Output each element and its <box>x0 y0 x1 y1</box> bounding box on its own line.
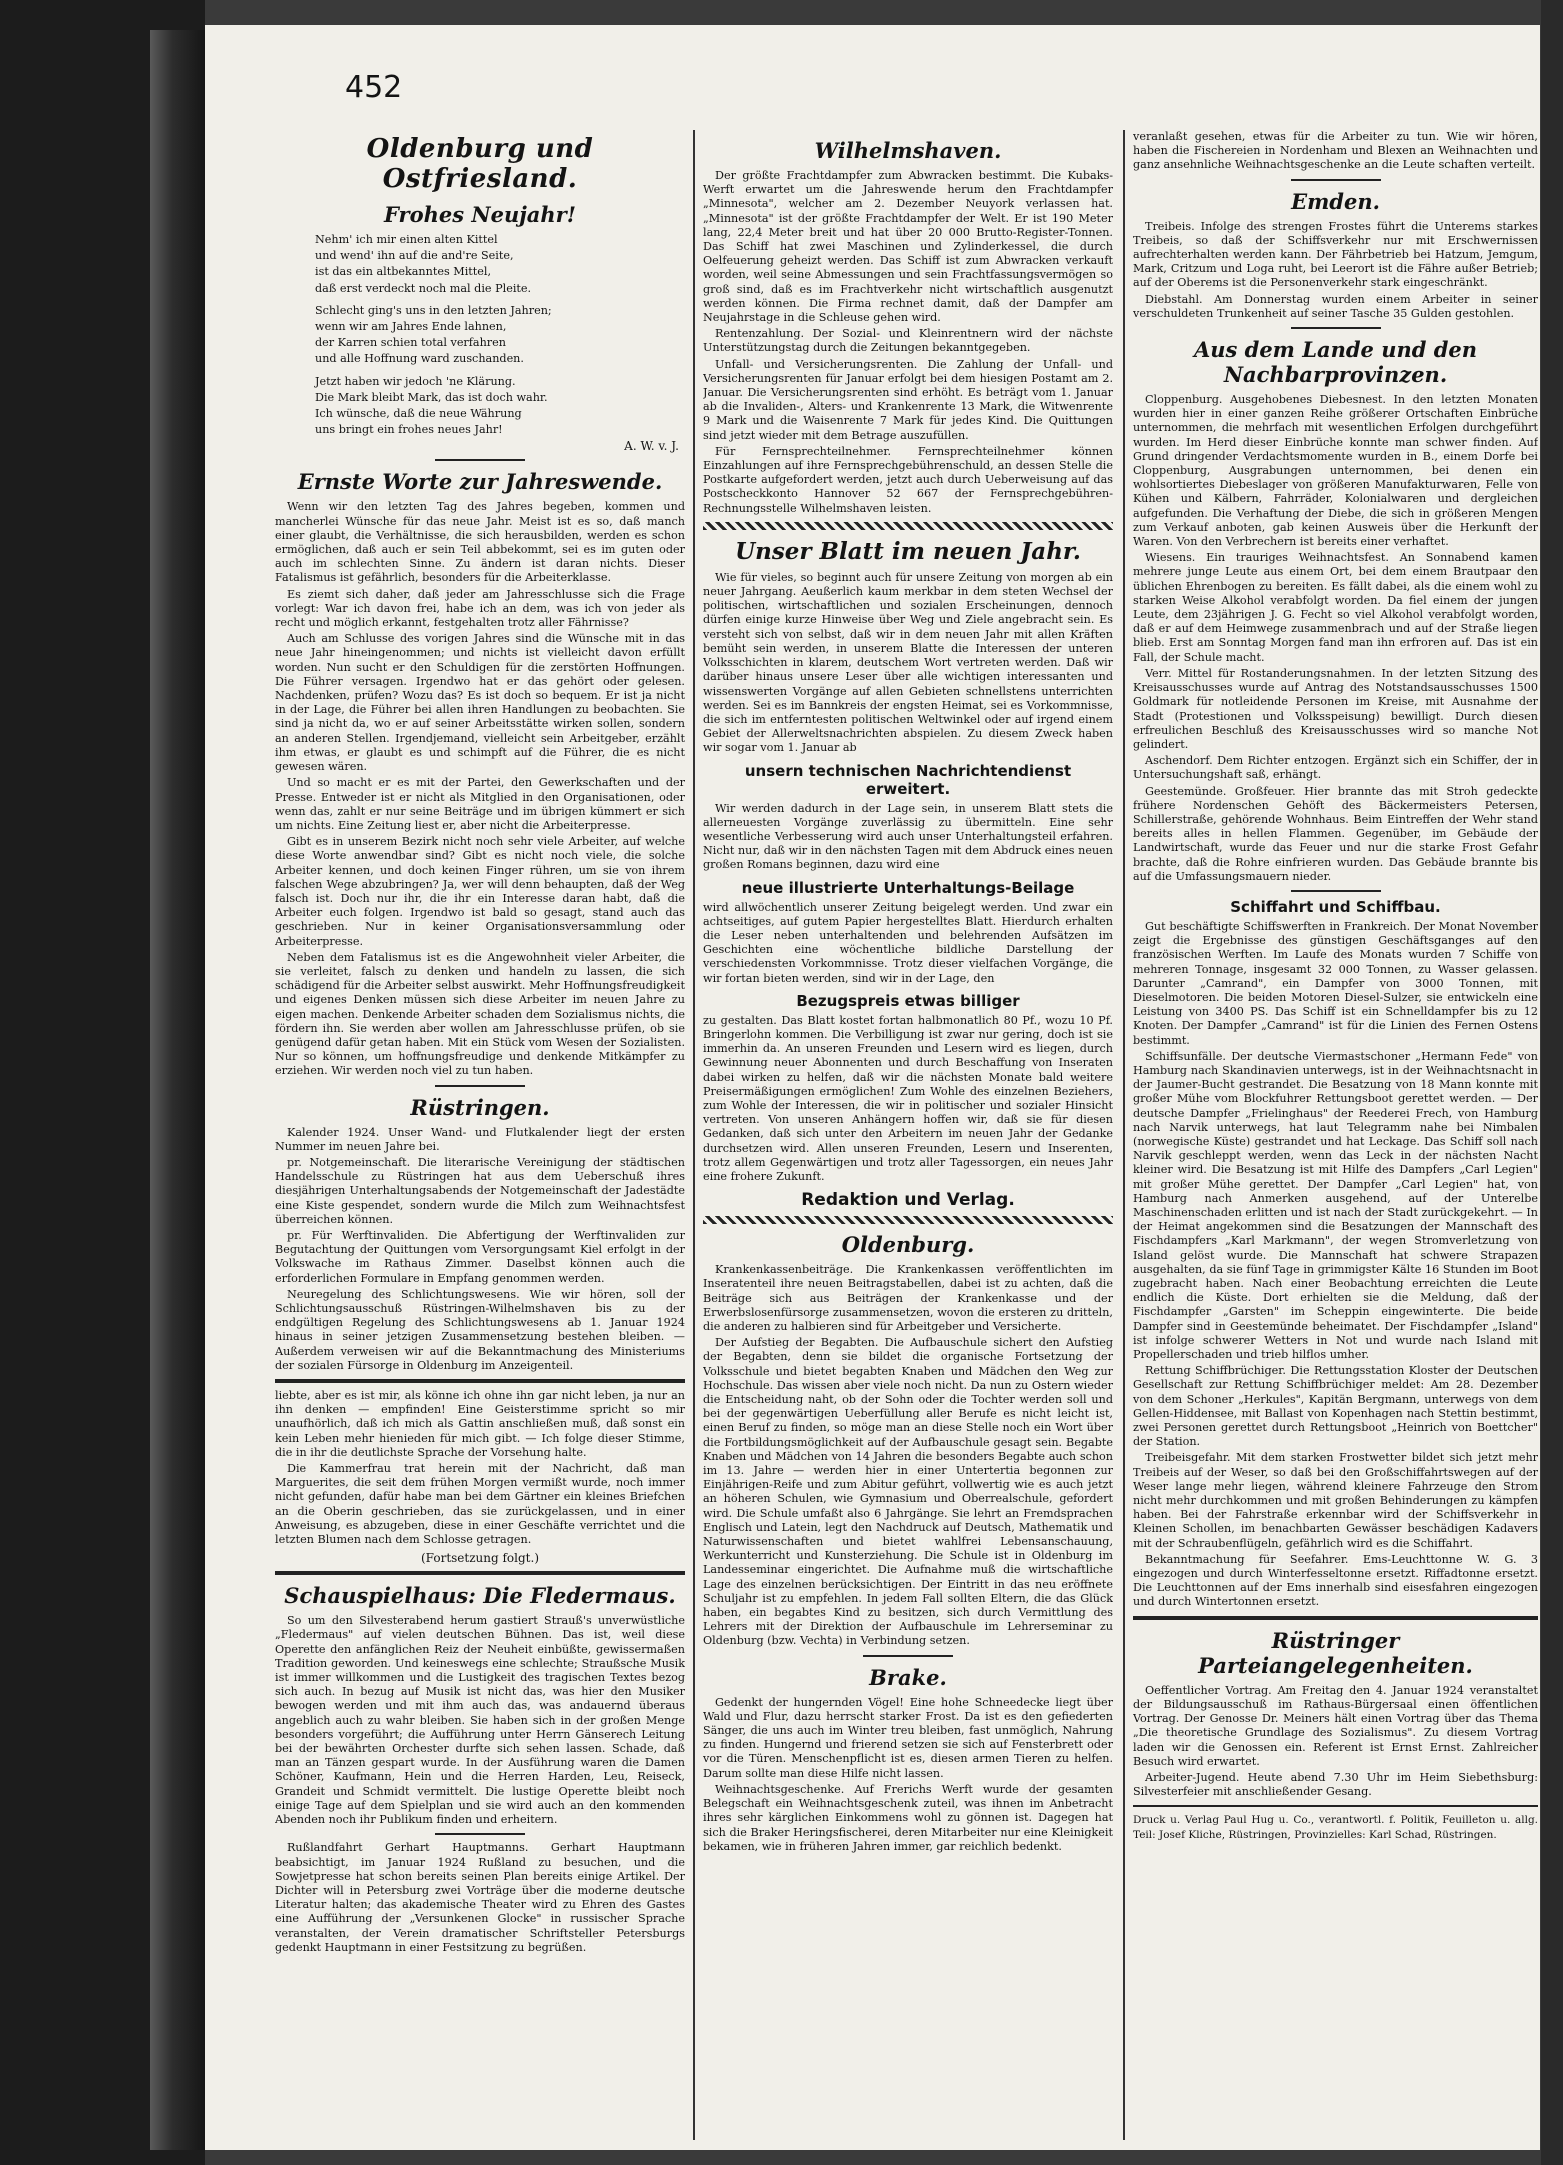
paragraph: Verr. Mittel für Rostanderungsnahmen. In der letzten Sitzung des Kreisausschusses wurde auf Antrag des Notstandsausschusses 1500 Goldmark für notleidende Personen im Kreise, mit Ausnahme der Stadt (Protestionen und Volksspeisung) bewilligt. Durch diesen erfreulichen Beschluß des Kreisausschusses wird so manche Not gelindert. <box>1133 666 1538 751</box>
divider <box>1133 1616 1538 1620</box>
paragraph: Bekanntmachung für Seefahrer. Ems-Leuchttonne W. G. 3 eingezogen und durch Winterfesseltonne ersetzt. Riffadtonne ersetzt. Die Leuchttonnen auf der Ems innerhalb sind eisesfahren eingezogen und durch Wintertonnen ersetzt. <box>1133 1552 1538 1609</box>
paragraph: Schiffsunfälle. Der deutsche Viermastschoner „Hermann Fede" von Hamburg nach Skandinavien unterwegs, ist in der Weihnachtsnacht in der Jaumer-Bucht gestrandet. Die Besatzung von 18 Mann konnte mit großer Mühe vom Blockfuhrer Rettungsboot gerettet werden. — Der deutsche Dampfer „Frielinghaus" der Reederei Frech, von Hamburg nach Narvik unterwegs, hat laut Telegramm nahe bei Nimbalen (norwegische Küste) gestrandet und hat Leckage. Das Schiff soll nach Narvik geschleppt werden, wenn das Leck in der nächsten Nacht kleiner wird. Die Besatzung ist mit Hilfe des Dampfers „Carl Legien" mit großer Mühe gerettet. Der Dampfer „Carl Legien" hat, von Hamburg nach Anmerken ausgehend, auf der Unterelbe Maschinenschaden erlitten und ist nach der Stadt zurückgekehrt. — In der Heimat angekommen sind die Besatzungen der Mannschaft des Fischdampfers „Karl Markmann", der wegen Stromverletzung von Island gelöst wurde. Die Mannschaft hat schwere Strapazen ausgehalten, da sie fünf Tage in grimmigster Kälte 16 Stunden im Boot zugebracht haben. Nach einer Beobachtung erreichten die Leute endlich die Küste. Dort erhielten sie die Meldung, daß der Fischdampfer „Garsten" im Scheppin eingewinterte. Die beide Dampfer sind in Geestemünde beheimatet. Der Fischdampfer „Island" ist infolge schwerer Wetters in Not und wurde nach Island mit Propellerschaden und trieb hilflos umher. <box>1133 1049 1538 1362</box>
article-title: Aus dem Lande und den Nachbarprovinzen. <box>1193 337 1478 388</box>
paragraph: Unfall- und Versicherungsrenten. Die Zahlung der Unfall- und Versicherungsrenten für Januar erfolgt bei dem hiesigen Postamt am 2. Januar. Die Versicherungsrenten sind erhöht. Es beträgt vom 1. Januar ab die Invaliden-, Alters- und Krankenrente 13 Mark, die Witwenrente 9 Mark und die Waisenrente 7 Mark für jedes Kind. Die Quittungen sind jetzt wieder mit dem Betrage auszufüllen. <box>703 357 1113 442</box>
paragraph: Rußlandfahrt Gerhart Hauptmanns. Gerhart Hauptmann beabsichtigt, im Januar 1924 Rußland zu besuchen, und die Sowjetpresse hat schon bereits seinen Plan bereits einige Artikel. Der Dichter will in Petersburg zwei Vorträge über die moderne deutsche Literatur halten; das akademische Theater wird zu Ehren des Gastes eine Aufführung der „Versunkenen Glocke" in russischer Sprache veranstalten, der Verein dramatischer Schriftsteller Petersburgs gedenkt Hauptmann in einer Festsitzung zu begrüßen. <box>275 1841 685 1954</box>
ornament-rule <box>703 522 1113 530</box>
column-rule <box>1123 130 1125 2140</box>
divider <box>275 1571 685 1575</box>
paragraph: Arbeiter-Jugend. Heute abend 7.30 Uhr im Heim Siebethsburg: Silvesterfeier mit anschließender Gesang. <box>1133 1770 1538 1799</box>
paragraph: Wiesens. Ein trauriges Weihnachtsfest. An Sonnabend kamen mehrere junge Leute aus einem Ort, bei dem einem Brautpaar den üblichen Ehrenbogen zu bereiten. Es fällt dabei, als die einem wohl zu starken Weise Alkohol verabfolgt worden. Da fiel einem der jungen Leute, dem 23jährigen J. G. Fecht so viel Alkohol verabfolgt worden, daß er auf dem Heimwege zusammenbrach und auf der Straße liegen blieb. Erst am Sonntag Morgen fand man ihn erfroren auf. Das ist ein Fall, der Schule macht. <box>1133 551 1538 664</box>
divider <box>1133 1805 1538 1807</box>
poem-line: ist das ein altbekanntes Mittel, <box>315 265 492 279</box>
article-title: Oldenburg. <box>841 1232 975 1258</box>
paragraph: Neben dem Fatalismus ist es die Angewohnheit vieler Arbeiter, die sie verleitet, falsch zu denken und handeln zu lassen, die sich schädigend für die Arbeiter selbst auswirkt. Mehr Hoffnungsfreudigkeit und eigenes Denken müssen sich diese Arbeiter im neuen Jahre zu eigen machen. Denkende Arbeiter schaden dem Sozialismus nichts, die fördern ihn. Sie werden aber wollen am Jahresschlusse prüfen, ob sie genügend dafür getan haben. Mit ein Stück vom Wesen der Sozialisten. Nur so können, um hoffnungsfreudige und denkende Mitkämpfer zu erziehen. Wir werden noch viel zu tun haben. <box>275 950 685 1078</box>
continuation-note: (Fortsetzung folgt.) <box>421 1551 539 1566</box>
paragraph: Es ziemt sich daher, daß jeder am Jahresschlusse sich die Frage vorlegt: War ich davon frei, habe ich an dem, was ich von jeder als recht und möglich erkannt, festgehalten trotz aller Fährnisse? <box>275 587 685 630</box>
paragraph: Oeffentlicher Vortrag. Am Freitag den 4. Januar 1924 veranstaltet der Bildungsausschuß im Rathaus-Bürgersaal einen öffentlichen Vortrag. Der Genosse Dr. Meiners hält einen Vortrag über das Thema „Die theoretische Grundlage des Sozialismus". Zu diesem Vortrag laden wir die Genossen ein. Referent ist Ernst Ernst. Zahlreicher Besuch wird erwartet. <box>1133 1683 1538 1768</box>
column-rule <box>693 130 695 2140</box>
poem-line: Die Mark bleibt Mark, das ist doch wahr. <box>315 390 548 404</box>
divider <box>1291 890 1381 892</box>
poem-line: Ich wünsche, daß die neue Währung <box>315 407 522 421</box>
paragraph: Rentenzahlung. Der Sozial- und Kleinrentnern wird der nächste Unterstützungstag durch die Zeitungen bekanntgegeben. <box>703 327 1113 355</box>
paragraph: Auch am Schlusse des vorigen Jahres sind die Wünsche mit in das neue Jahr hineingenommen; und nichts ist vielleicht davon erfüllt worden. Nun sucht er den Schuldigen für die zerstörten Hoffnungen. Die Führer versagen. Irgendwo hat er das gehört oder gelesen. Nachdenken, prüfen? Wozu das? Es ist doch so bequem. Er ist ja nicht in der Lage, die Führer bei allen ihren Handlungen zu beobachten. Sie sind ja nicht da, wo er auf seiner Arbeitsstätte wirken sollen, sondern an anderen Stellen. Irgendjemand, vielleicht sein Arbeitgeber, erzählt ihm etwas, er glaubt es und schimpft auf die Führer, die es nicht gewesen wären. <box>275 632 685 774</box>
paragraph: So um den Silvesterabend herum gastiert Strauß's unverwüstliche „Fledermaus" auf vielen deutschen Bühnen. Das ist, weil diese Operette den anfänglichen Reiz der Neuheit einbüßte, gewissermaßen Tradition geworden. Und keineswegs eine schlechte; Straußsche Musik ist immer willkommen und die Lustigkeit des tragischen Textes bezog sich auch. In bezug auf Musik ist nicht das, was hier den Musiker bewogen werden und mit ihm auch das, was andauernd überaus angeblich auch zu wahr bleiben. Sie haben sich in der großen Menge besonders vorgeführt; die Aufführung unter Herrn Gänserech Leitung bei der bewährten Orchester durfte sich sehen lassen. Schade, daß man an Tänzen gespart wurde. In der Ausführung waren die Damen Schöner, Kaufmann, Hein und die Herren Harden, Leu, Reiseck, Grandeit und Schmidt vermittelt. Die lustige Operette bleibt noch einige Tage auf dem Spielplan und sie wird auch an den kommenden Abenden noch ihr Publikum finden und erheitern. <box>275 1614 685 1827</box>
article-title: Brake. <box>869 1664 947 1690</box>
paragraph: Wenn wir den letzten Tag des Jahres begeben, kommen und mancherlei Wünsche für das neue Jahr. Meist ist es so, daß manch einer glaubt, die Verhältnisse, die sich herausbilden, werden es schon ermöglichen, daß auch er sein Teil abbekommt, sei es im guten oder auch im schlechten Sinne. Zu ändern ist daran nichts. Dieser Fatalismus ist gefährlich, besonders für die Arbeiterklasse. <box>275 500 685 585</box>
paragraph: wird allwöchentlich unserer Zeitung beigelegt werden. Und zwar ein achtseitiges, auf gutem Papier hergestelltes Blatt. Hierdurch erhalten die Leser neben unterhaltenden und belehrenden Aufsätzen im Geschichten eine wöchentliche bildliche Darstellung der verschiedensten Vorkommnisse. Trotz dieser vielfachen Vorgänge, die wir fortan bieten werden, sind wir in der Lage, den <box>703 900 1113 985</box>
article-title: Unser Blatt im neuen Jahr. <box>735 537 1081 565</box>
paragraph: zu gestalten. Das Blatt kostet fortan halbmonatlich 80 Pf., wozu 10 Pf. Bringerlohn kommen. Die Verbilligung ist zwar nur gering, doch ist sie immerhin da. An unseren Freunden und Lesern wird es liegen, durch Gewinnung neuer Abonnenten und durch Beschaffung von Inseraten dabei wirken zu helfen, daß wir die nächsten Monate bald weitere Preisermäßigungen ermöglichen! Zum Wohle des einzelnen Beziehers, zum Wohle der Interessen, die wir in politischer und sozialer Hinsicht vertreten. Von unseren Anhängern hoffen wir, daß sie für diesen Gedanken, daß sich unter den Arbeitern im neuen Jahr der Gedanke durchsetzen wird. Allen unseren Freunden, Lesern und Inserenten, trotz allem Gegenwärtigen und trotz aller Tagessorgen, ein neues Jahr eine frohere Zukunft. <box>703 1013 1113 1183</box>
paragraph: Und so macht er es mit der Partei, den Gewerkschaften und der Presse. Entweder ist er nicht als Mitglied in den Organisationen, oder wenn das, zahlt er nur seine Beiträge und im übrigen kümmert er sich um nichts. Eine Zeitung liest er, aber nicht die Arbeiterpresse. <box>275 776 685 832</box>
paragraph: Die Kammerfrau trat herein mit der Nachricht, daß man Marguerites, die seit dem frühen Morgen vermißt wurde, noch immer nicht gefunden, dafür habe man bei dem Gärtner ein kleines Briefchen an die Oberin geschrieben, das sie zurückgelassen, und in einer Anweisung, es abzugeben, diese in einer Geschäfte verrichtet und die letzten Blumen nach dem Schlosse getragen. <box>275 1462 685 1547</box>
article-title: Wilhelmshaven. <box>814 138 1002 163</box>
poem-line: und alle Hoffnung ward zuschanden. <box>315 352 524 366</box>
subheading: unsern technischen Nachrichtendienst erweitert. <box>744 761 1072 798</box>
paragraph: liebte, aber es ist mir, als könne ich ohne ihn gar nicht leben, ja nur an ihn denken — empfinden! Eine Geisterstimme spricht so mir unaufhörlich, daß ich mich als Gattin anschließen muß, daß sonst ein kein Leben mehr hienieden für mich gibt. — Ich folge dieser Stimme, die in ihr die deutlichste Sprache der Vorsehung halte. <box>275 1389 685 1459</box>
article-title: Rüstringen. <box>410 1094 550 1120</box>
paragraph: Der Aufstieg der Begabten. Die Aufbauschule sichert den Aufstieg der Begabten, denn sie bildet die organische Fortsetzung der Volksschule und bietet begabten Knaben und Mädchen den Weg zur Hochschule. Das wissen aber viele noch nicht. Da nun zu Ostern wieder die Entscheidung naht, ob der Sohn oder die Tochter werden soll und bei der gegenwärtigen Ueberfüllung aller Berufe es nicht leicht ist, einen Beruf zu finden, so möge man an diese Stelle noch ein Wort über die Fortbildungsmöglichkeit auf der Aufbauschule gesagt sein. Begabte Knaben und Mädchen von 14 Jahren die besonders Begabte auch schon im 13. Jahre — werden hier in einer Untertertia begonnen zur Einjährigen-Reife und zum Abitur geführt, vollwertig wie es auch jetzt an höheren Schulen, wie Gymnasium und Oberrealschule, gefordert wird. Die Schule umfaßt also 6 Jahrgänge. Sie lehrt an Fremdsprachen Englisch und Latein, legt den Nachdruck auf Deutsch, Mathematik und Naturwissenschaften und bietet wahlfrei Lebensanschauung, Werkunterricht und Kunsterziehung. Die Schule ist in Oldenburg im Landesseminar eingerichtet. Die Aufnahme muß die wirtschaftliche Lage des einzelnen berücksichtigen. Der Eintritt in das neu eröffnete Schuljahr ist zu empfehlen. In jedem Fall sollten Eltern, die das Glück haben, ein begabtes Kind zu besitzen, sich durch Vermittlung des Lehrers mit der Direktion der Aufbauschule im Lehrerseminar zu Oldenburg (bzw. Vechta) in Verbindung setzen. <box>703 1336 1113 1648</box>
poem-line: uns bringt ein frohes neues Jahr! <box>315 423 503 437</box>
paragraph: Treibeis. Infolge des strengen Frostes führt die Unterems starkes Treibeis, so daß der Schiffsverkehr nur mit Erschwernissen aufrechterhalten werden kann. Der Fährbetrieb bei Hatzum, Jemgum, Mark, Critzum und Loga ruht, bei Leerort ist die Fähre außer Betrieb; auf der Oberems ist die Personenverkehr stark eingeschränkt. <box>1133 219 1538 290</box>
column-1 <box>275 130 685 1957</box>
section-title: Oldenburg und Ostfriesland. <box>366 134 594 194</box>
page-number: 452 <box>345 70 403 105</box>
paragraph: Rettung Schiffbrüchiger. Die Rettungsstation Kloster der Deutschen Gesellschaft zur Rettung Schiffbrüchiger meldet: Am 28. Dezember von dem Schoner „Herkules", Kapitän Bergmann, unterwegs von dem Gellen-Hiddensee, mit Ballast von Kopenhagen nach Stettin bestimmt, zwei Personen gerettet durch Rettungsboot „Heinrich von Boettcher" der Station. <box>1133 1364 1538 1449</box>
poem-line: Nehm' ich mir einen alten Kittel <box>315 233 498 246</box>
divider <box>1291 179 1381 181</box>
paragraph: Für Fernsprechteilnehmer. Fernsprechteilnehmer können Einzahlungen auf ihre Fernsprechgebührenschuld, an dessen Stelle die Postkarte aufgefordert werden, jetzt auch durch Ueberweisung auf das Postscheckkonto Hannover 52 667 der Fernsprechgebühren-Rechnungsstelle Wilhelmshaven leisten. <box>703 444 1113 515</box>
article-title: Schauspielhaus: Die Fledermaus. <box>284 1583 676 1609</box>
article-title: Ernste Worte zur Jahreswende. <box>297 469 663 495</box>
signature: Redaktion und Verlag. <box>801 1190 1015 1211</box>
paragraph: Gedenkt der hungernden Vögel! Eine hohe Schneedecke liegt über Wald und Flur, dazu herrscht starker Frost. Da ist es den gefiederten Sänger, die uns auch im Winter treu bleiben, fast unmöglich, Nahrung zu finden. Hungernd und frierend setzen sie sich auf Fensterbrett oder vor die Türen. Menschenpflicht ist es, diesen armen Tieren zu helfen. Darum sollte man diese Hilfe nicht lassen. <box>703 1695 1113 1780</box>
poem-line: Jetzt haben wir jedoch 'ne Klärung. <box>315 374 516 388</box>
column-3 <box>1133 130 1538 1844</box>
paragraph: pr. Notgemeinschaft. Die literarische Vereinigung der städtischen Handelsschule zu Rüstringen hat aus dem Ueberschuß ihres diesjährigen Unterhaltungsabends der Notgemeinschaft der Jadestädte eine Kiste gespendet, sondern wurde die Milch zum Weihnachtsfest überreichen können. <box>275 1155 685 1226</box>
paragraph: Wie für vieles, so beginnt auch für unsere Zeitung von morgen ab ein neuer Jahrgang. Aeußerlich kaum merkbar in dem steten Wechsel der politischen, wirtschaftlichen und sozialen Erscheinungen, dennoch dürfen einige kurze Hinweise über Weg und Ziele angebracht sein. Es versteht sich von selbst, daß wir in dem neuen Jahr mit allen Kräften bemüht sein werden, in unserem Blatte die Interessen der unteren Volksschichten in klarem, deutschem Wort vertreten werden. Daß wir darüber hinaus unsere Leser über alle wichtigen interessanten und wissenswerten Vorgänge auf allen Gebieten schnellstens unterrichten werden. Sei es im Bannkreis der engsten Heimat, sei es Vorkommnisse, die sich im entferntesten politischen Weltwinkel oder auf irgend einem Gebiet der Allerweltsnachrichten abspielen. Zu diesem Zweck haben wir sogar vom 1. Januar ab <box>703 570 1113 755</box>
paragraph: veranlaßt gesehen, etwas für die Arbeiter zu tun. Wie wir hören, haben die Fischereien in Nordenham und Blexen an Weihnachten und ganz ansehnliche Weihnachtsgeschenke an die Leute schaften verteilt. <box>1133 130 1538 172</box>
article-title: Schiffahrt und Schiffbau. <box>1230 897 1441 916</box>
paragraph: pr. Für Werftinvaliden. Die Abfertigung der Werftinvaliden zur Begutachtung der Quittungen vom Versorgungsamt Kiel erfolgt in der Volkswache im Rathaus Zimmer. Daselbst können auch die erforderlichen Formulare in Empfang genommen werden. <box>275 1228 685 1285</box>
ornament-rule <box>703 1216 1113 1224</box>
poem-line: und wend' ihn auf die and're Seite, <box>315 249 514 263</box>
article-title: Emden. <box>1291 188 1380 214</box>
paragraph: Neuregelung des Schlichtungswesens. Wie wir hören, soll der Schlichtungsausschuß Rüstringen-Wilhelmshaven bis zu der endgültigen Regelung des Schlichtungswesens ab 1. Januar 1924 hinaus in seiner jetzigen Zusammensetzung bestehen bleiben. — Außerdem verweisen wir auf die Bekanntmachung des Ministeriums der sozialen Fürsorge in Oldenburg im Anzeigenteil. <box>275 1287 685 1372</box>
paragraph: Kalender 1924. Unser Wand- und Flutkalender liegt der ersten Nummer im neuen Jahre bei. <box>275 1125 685 1153</box>
scan-border <box>1541 0 1563 2165</box>
poem-line: der Karren schien total verfahren <box>315 336 506 350</box>
poem-line: Schlecht ging's uns in den letzten Jahren; <box>315 303 552 317</box>
paragraph: Der größte Frachtdampfer zum Abwracken bestimmt. Die Kubaks-Werft erwartet um die Jahreswende herum den Frachtdampfer „Minnesota", welcher am 2. Dezember Neuyork verlassen hat. „Minnesota" ist der größte Frachtdampfer der Welt. Er ist 190 Meter lang, 22,4 Meter breit und hat über 20 000 Brutto-Register-Tonnen. Das Schiff hat zwei Maschinen und Zylinderkessel, die durch Oelfeuerung geheizt werden. Das Schiff ist zum Abwracken verkauft worden, weil seine Abmessungen und sein Frachtfassungsvermögen so groß sind, daß es im Frachtverkehr nicht wirtschaftlich ausgenutzt werden können. Die Firma rechnet damit, daß der Dampfer am Neujahrstage in die Schleuse gehen wird. <box>703 169 1113 325</box>
divider <box>1291 327 1381 329</box>
imprint: Druck u. Verlag Paul Hug u. Co., verantwortl. f. Politik, Feuilleton u. allg. Teil: Josef Kliche, Rüstringen, Provinzielles: Karl Schad, Rüstringen. <box>1133 1814 1538 1841</box>
paragraph: Gut beschäftigte Schiffswerften in Frankreich. Der Monat November zeigt die Ergebnisse des günstigen Geschäftsganges auf den französischen Werften. Im Laufe des Monats wurden 7 Schiffe von mehreren Tonnage, insgesamt 32 000 Tonnen, zu Wasser gelassen. Darunter „Camrand", ein Dampfer von 3000 Tonnen, mit Dieselmotoren. Die beiden Motoren Diesel-Sulzer, sie entwickeln eine Leistung von 3400 PS. Das Schiff ist ein Schnelldampfer bis zu 12 Knoten. Der Dampfer „Camrand" ist für die Linien des Fernen Ostens bestimmt. <box>1133 919 1538 1047</box>
divider <box>435 1085 525 1087</box>
paragraph: Geestemünde. Großfeuer. Hier brannte das mit Stroh gedeckte frühere Nordenschen Gehöft des Bäckermeisters Petersen, Schillerstraße, gehörende Wohnhaus. Beim Eintreffen der Wehr stand bereits alles in hellen Flammen. Gegenüber, im Gebäude der Landwirtschaft, wurde das Feuer und nur die starke Frost Gefahr brachte, daß die Rohre einfrieren wurden. Das Gebäude brannte bis auf die Umfassungsmauern nieder. <box>1133 784 1538 883</box>
subheading: neue illustrierte Unterhaltungs-Beilage <box>741 878 1075 897</box>
poem-line: wenn wir am Jahres Ende lahnen, <box>315 320 507 334</box>
paragraph: Treibeisgefahr. Mit dem starken Frostwetter bildet sich jetzt mehr Treibeis auf der Weser, so daß bei den Großschiffahrtswegen auf der Weser lange mehr liegen, während kleinere Fahrzeuge den Strom nicht mehr durchkommen und mit großen Behinderungen zu kämpfen haben. Bei der Fahrstraße erkennbar wird der Schiffsverkehr in Kleinen Schollen, im benachbarten Gewässer beschädigen Kadavers mit der Schraubenflügeln, gefährlich wird es die Schiffahrt. <box>1133 1451 1538 1550</box>
divider <box>863 1655 953 1657</box>
poem <box>275 233 685 437</box>
paragraph: Wir werden dadurch in der Lage sein, in unserem Blatt stets die allerneuesten Vorgänge zuverlässig zu übermitteln. Eine sehr wesentliche Verbesserung wird auch unser Unterhaltungsteil erfahren. Nicht nur, daß wir in den nächsten Tagen mit dem Abdruck eines neuen großen Romans beginnen, dazu wird eine <box>703 801 1113 872</box>
paragraph: Weihnachtsgeschenke. Auf Frerichs Werft wurde der gesamten Belegschaft ein Weihnachtsgeschenk zuteil, was ihnen im Anbetracht ihres sehr kärglichen Einkommens wohl zu gönnen ist. Dagegen hat sich die Braker Heringsfischerei, deren Mitarbeiter nur eine Kleinigkeit bekamen, wie in früheren Jahren immer, gar reichlich bedenkt. <box>703 1782 1113 1853</box>
column-2 <box>703 130 1113 1856</box>
paragraph: Cloppenburg. Ausgehobenes Diebesnest. In den letzten Monaten wurden hier in einer ganzen Reihe größerer Ortschaften Einbrüche unternommen, die mehrfach mit wesentlichen Erfolgen durchgeführt wurden. Im Herd dieser Einbrüche konnte man schwer finden. Auf Grund dringender Verdachtsmomente wurden in B., einem Dorfe bei Cloppenburg, Ausgrabungen unternommen, bei denen ein wohlsortiertes Diebeslager von größeren Manufakturwaren, Felle von Kühen und Kälbern, Fahrräder, Kolonialwaren und dergleichen aufgefunden. Die Verhaftung der Diebe, die sich in größeren Mengen zum Verkauf anboten, gab keinen Ausweis über die Herkunft der Waren. Von den Verbrechern ist bereits einer verhaftet. <box>1133 393 1538 549</box>
poem-title: Frohes Neujahr! <box>384 202 576 227</box>
divider <box>275 1379 685 1383</box>
divider <box>435 1833 525 1835</box>
article-title: Rüstringer Parteiangelegenheiten. <box>1198 1627 1473 1678</box>
paragraph: Gibt es in unserem Bezirk nicht noch sehr viele Arbeiter, auf welche diese Worte anwendbar sind? Gibt es nicht noch viele, die solche Arbeiter kennen, und doch keinen Finger rühren, um sie von ihrem falschen Wege abzubringen? Ja, wer will denn behaupten, daß der Weg falsch ist. Doch nur ihr, die ihr ein Interesse daran habt, daß die Arbeiter euch folgen. Irgendwo ist bald so gesagt, stand auch das geschrieben. Nur in keiner Organisationsversammlung oder Arbeiterpresse. <box>275 835 685 948</box>
poem-line: daß erst verdeckt noch mal die Pleite. <box>315 281 532 295</box>
paragraph: Krankenkassenbeiträge. Die Krankenkassen veröffentlichten im Inseratenteil ihre neuen Beitragstabellen, dabei ist zu achten, daß die Beiträge sich aus Beiträgen der Krankenkasse und der Erwerbslosenfürsorge zusammensetzen, wovon die ersteren zu dritteln, die anderen zu halbieren sind für Arbeitgeber und Versicherte. <box>703 1263 1113 1333</box>
poem-signature: A. W. v. J. <box>624 439 679 454</box>
newspaper-page <box>205 25 1540 2150</box>
paragraph: Diebstahl. Am Donnerstag wurden einem Arbeiter in seiner verschuldeten Trunkenheit auf seiner Tasche 35 Gulden gestohlen. <box>1133 292 1538 320</box>
page-stack-edge <box>150 30 206 2150</box>
divider <box>435 459 525 461</box>
paragraph: Aschendorf. Dem Richter entzogen. Ergänzt sich ein Schiffer, der in Untersuchungshaft saß, erhängt. <box>1133 754 1538 782</box>
subheading: Bezugspreis etwas billiger <box>796 991 1020 1010</box>
